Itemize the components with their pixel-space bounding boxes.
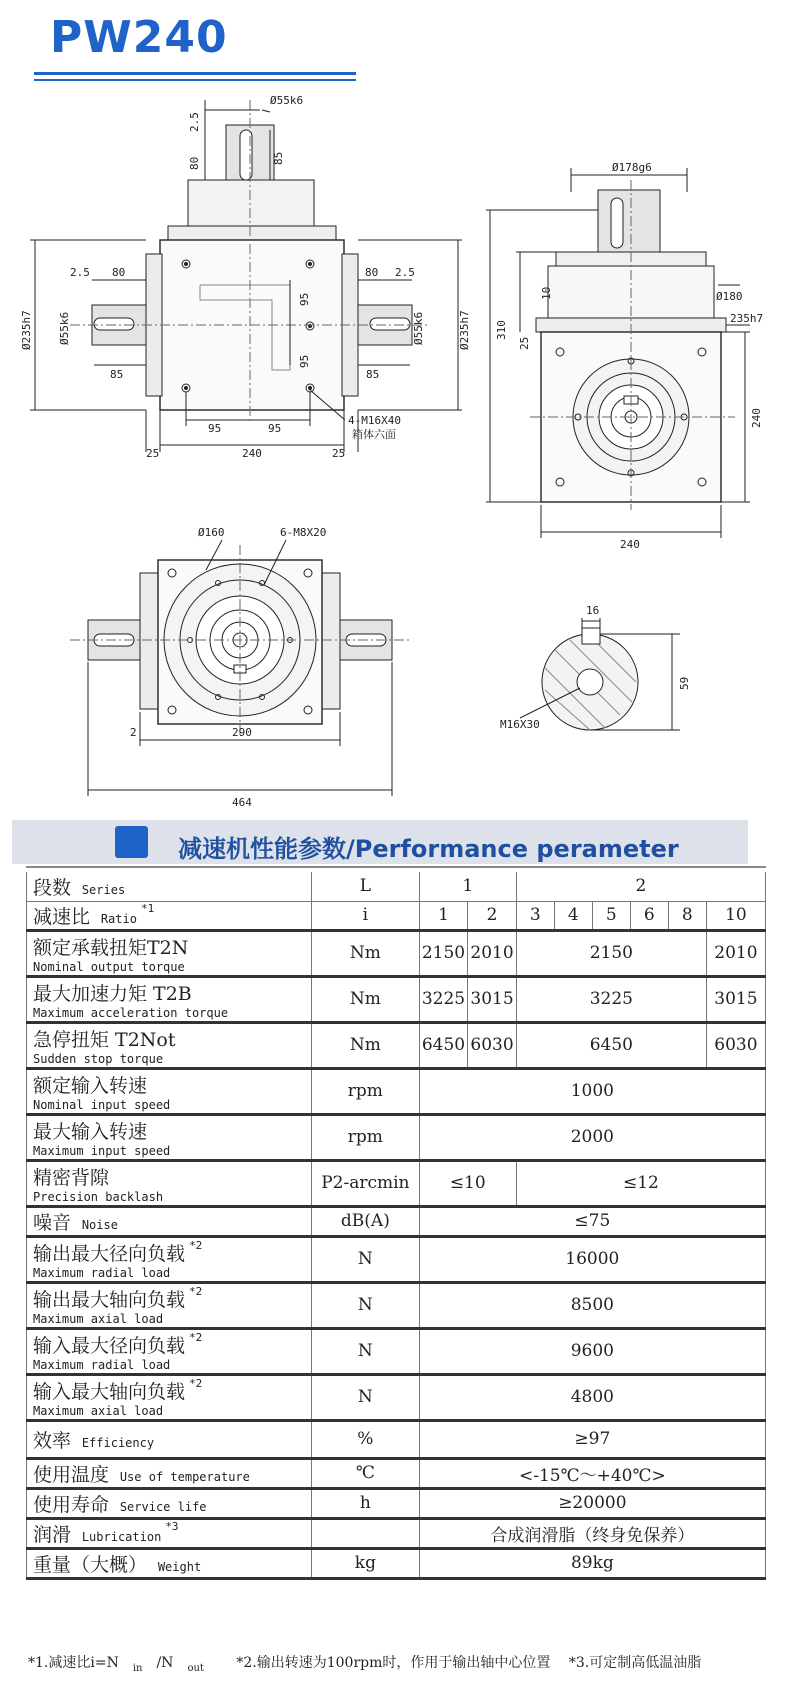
dim-top-shaft-dia: Ø55k6 bbox=[270, 94, 304, 107]
dim-mount-holes-note: 箱体六面 bbox=[352, 428, 396, 441]
dim-left-key-len: 85 bbox=[110, 368, 124, 381]
dim-body-span: 290 bbox=[232, 726, 252, 739]
dim-top-key-len: 85 bbox=[272, 151, 285, 165]
dim-left-spigot: 25 bbox=[146, 447, 160, 460]
dim-top-key-offset: 2.5 bbox=[188, 112, 201, 132]
row-in-radial: 输入最大径向负载 $^{*2}$ Maximum radial load N 9600 bbox=[27, 1328, 766, 1374]
footnote-2: *2.输出转速为100rpm时，作用于输出轴中心位置 bbox=[236, 1655, 551, 1671]
row-backlash: 精密背隙 Precision backlash P2-arcmin ≤10 ≤12 bbox=[27, 1160, 766, 1206]
dim-right-key-len: 85 bbox=[366, 368, 380, 381]
dim-hole-spacing-h1: 95 bbox=[208, 422, 222, 435]
dim-overall-len: 464 bbox=[232, 796, 252, 809]
dim-hole-spacing-h2: 95 bbox=[268, 422, 282, 435]
bottom-view-drawing bbox=[70, 540, 410, 796]
dim-pilot-dia: Ø180 bbox=[716, 290, 743, 303]
dim-right-key-offset: 2.5 bbox=[395, 266, 415, 279]
dim-pcd: Ø160 bbox=[198, 526, 225, 539]
row-t2b: 最大加速力矩 T2B Maximum acceleration torque Nm 3225 3015 3225 3015 bbox=[27, 976, 766, 1022]
dim-step-height: 10 bbox=[540, 286, 553, 300]
row-ratio: 减速比 Ratio$^{*1}$ i 1 2 3 4 5 6 8 10 bbox=[27, 901, 766, 930]
dim-left-key-offset: 2.5 bbox=[70, 266, 90, 279]
row-t2n: 额定承载扭矩T2N Nominal output torque Nm 2150 2010 2150 2010 bbox=[27, 930, 766, 976]
row-series: 段数 Series L 1 2 bbox=[27, 872, 766, 901]
row-weight: 重量（大概） Weight kg 89kg bbox=[27, 1548, 766, 1578]
dim-right-flange-dia: Ø235h7 bbox=[458, 310, 471, 350]
dim-flange-dia: 235h7 bbox=[730, 312, 764, 325]
dim-overall-height: 310 bbox=[495, 320, 508, 340]
row-t2not: 急停扭矩 T2Not Sudden stop torque Nm 6450 6030 6450 6030 bbox=[27, 1022, 766, 1068]
performance-table bbox=[26, 872, 766, 1580]
footnotes bbox=[28, 1652, 768, 1674]
row-noise: 噪音 Noise dB(A) ≤75 bbox=[27, 1206, 766, 1236]
title-underline-2 bbox=[34, 79, 356, 81]
row-out-radial: 输出最大径向负载 $^{*2}$ Maximum radial load N 16000 bbox=[27, 1236, 766, 1282]
banner-underline bbox=[26, 866, 766, 868]
footnote-3: *3.可定制高低温油脂 bbox=[568, 1655, 702, 1671]
dim-hole-spacing-v2: 95 bbox=[298, 354, 311, 368]
shaft-section-drawing bbox=[520, 618, 680, 730]
dim-key-width: 16 bbox=[586, 604, 600, 617]
row-life: 使用寿命 Service life h ≥20000 bbox=[27, 1488, 766, 1518]
dim-left-flange-dia: Ø235h7 bbox=[20, 310, 33, 350]
dim-mount-holes: 4-M16X40 bbox=[348, 414, 401, 427]
dim-key-height: 59 bbox=[678, 676, 691, 690]
dim-right-shaft-len: 80 bbox=[365, 266, 379, 279]
dim-spigot-len: 25 bbox=[518, 336, 531, 350]
dim-right-spigot: 25 bbox=[332, 447, 346, 460]
banner-marker bbox=[115, 826, 148, 858]
dim-top-flange-dia: Ø178g6 bbox=[612, 161, 652, 174]
row-lubrication: 润滑 Lubrication$^{*3}$ 合成润滑脂（终身免保养） bbox=[27, 1518, 766, 1548]
row-out-axial: 输出最大轴向负载 $^{*2}$ Maximum axial load N 8500 bbox=[27, 1282, 766, 1328]
page-title: PW240 bbox=[50, 12, 228, 63]
row-max-speed: 最大输入转速 Maximum input speed rpm 2000 bbox=[27, 1114, 766, 1160]
dim-offset: 2 bbox=[130, 726, 137, 739]
row-temperature: 使用温度 Use of temperature ℃ <-15℃～+40℃> bbox=[27, 1458, 766, 1488]
row-in-axial: 输入最大轴向负载 $^{*2}$ Maximum axial load N 4800 bbox=[27, 1374, 766, 1420]
footnote-1: *1.减速比i=N $_{in}$ /N $_{out}$ bbox=[28, 1655, 204, 1674]
title-underline bbox=[34, 72, 356, 75]
dim-right-shaft-dia: Ø55k6 bbox=[412, 311, 425, 345]
row-nominal-speed: 额定输入转速 Nominal input speed rpm 1000 bbox=[27, 1068, 766, 1114]
dim-top-shaft-len: 80 bbox=[188, 156, 201, 170]
dim-face-holes: 6-M8X20 bbox=[280, 526, 327, 539]
dim-body-width: 240 bbox=[242, 447, 262, 460]
dim-left-shaft-dia: Ø55k6 bbox=[58, 311, 71, 345]
dim-hole-spacing-v1: 95 bbox=[298, 292, 311, 306]
dim-side-body-height: 240 bbox=[750, 408, 763, 428]
section-heading: 减速机性能参数/Performance perameter bbox=[178, 835, 679, 863]
side-view-drawing bbox=[486, 168, 750, 538]
dim-left-shaft-len: 80 bbox=[112, 266, 126, 279]
dim-tap: M16X30 bbox=[500, 718, 540, 731]
technical-drawings bbox=[0, 90, 790, 820]
row-efficiency: 效率 Efficiency % ≥97 bbox=[27, 1420, 766, 1458]
dim-side-body-width: 240 bbox=[620, 538, 640, 551]
